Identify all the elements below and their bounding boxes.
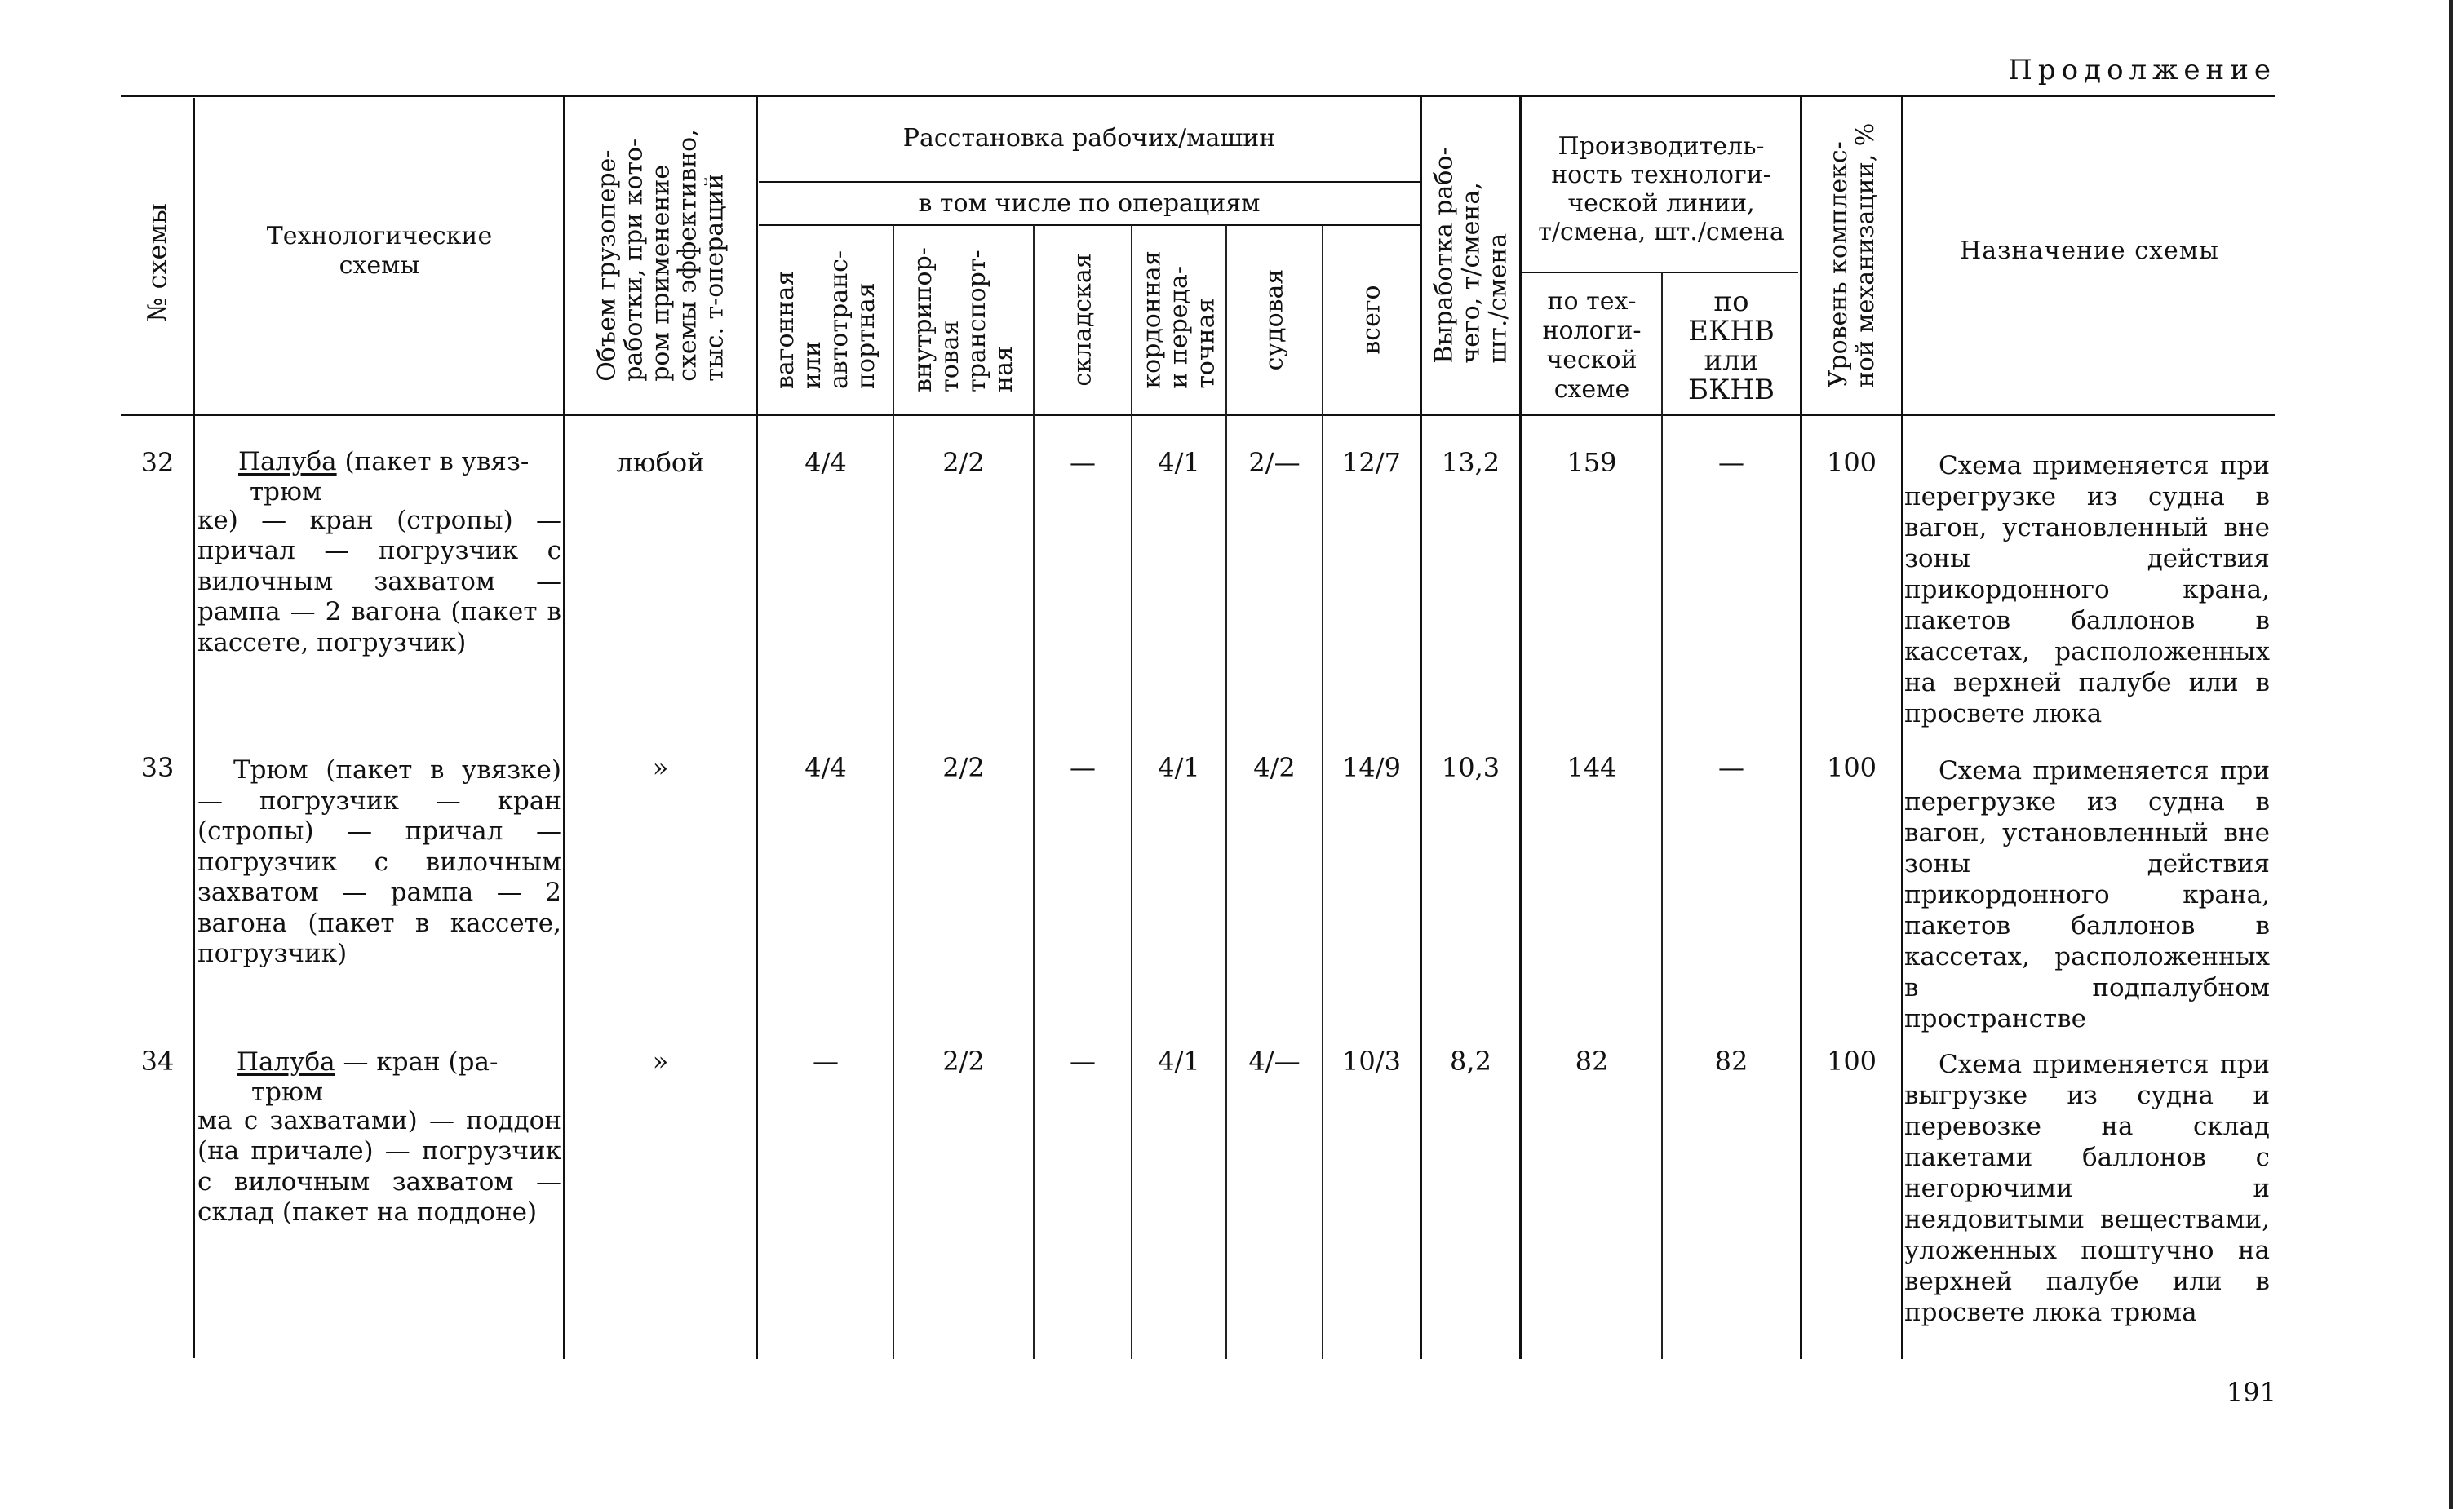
header-productivity: Производитель- ность технологи- ческой линии, т/смена, шт./смена [1538, 132, 1784, 246]
row-34-internal: 2/2 [942, 1046, 985, 1077]
header-ship: судовая [1260, 268, 1289, 370]
row-34-output: 8,2 [1450, 1046, 1491, 1077]
row-32-total: 12/7 [1342, 447, 1401, 478]
row-34-volume: » [652, 1046, 669, 1077]
header-prod-tech: по тех- нологи- ческой схеме [1542, 287, 1642, 404]
row-34-mech: 100 [1826, 1046, 1877, 1077]
row-34-warehouse: — [1070, 1046, 1096, 1077]
col-rule-1 [193, 98, 195, 1358]
row-34-prod-tech: 82 [1575, 1046, 1609, 1077]
row-33-volume: » [652, 752, 669, 783]
row-33-ship: 4/2 [1253, 752, 1296, 783]
row-32-internal: 2/2 [942, 447, 985, 478]
row-33-prod-ekhnv: — [1718, 752, 1744, 783]
row-33-total: 14/9 [1342, 752, 1401, 783]
header-total: всего [1357, 284, 1386, 355]
header-prod-ekhnv: по ЕКНВ или БКНВ [1688, 285, 1775, 406]
row-33-num: 33 [140, 752, 175, 783]
row-32-prod-ekhnv: — [1718, 447, 1744, 478]
header-schemes: Технологические схемы [266, 222, 493, 280]
row-33-wagon: 4/4 [804, 752, 847, 783]
header-purpose: Назначение схемы [1960, 237, 2219, 265]
row-32-num: 32 [140, 447, 175, 478]
row-32-ship: 2/— [1248, 447, 1301, 478]
header-internal: внутрипор- товая транспорт- ная [909, 246, 1018, 392]
row-33-warehouse: — [1070, 752, 1096, 783]
row-34-ship: 4/— [1248, 1046, 1301, 1077]
col-rule-13 [1901, 95, 1903, 1359]
row-32-output: 13,2 [1441, 447, 1500, 478]
row-33-cordon: 4/1 [1158, 752, 1200, 783]
row-33-scheme: Трюм (пакет в увязке) — погрузчик — кран (стропы) — причал — погрузчик с вилочным захватом — рампа — 2 вагона (пакет в кассете, погрузчик) [197, 755, 561, 968]
row-33-purpose: Схема применяется при перегрузке из судна в вагон, установленный вне зоны действия прикордонного крана, пакетов баллонов в кассетах, расположенных в подпалубном пространстве [1904, 756, 2270, 1033]
row-32-warehouse: — [1070, 447, 1096, 478]
page-number: 191 [2226, 1377, 2276, 1408]
header-placement: Расстановка рабочих/машин [902, 124, 1276, 153]
table-top-rule [121, 95, 2275, 97]
row-34-purpose: Схема применяется при выгрузке из судна и перевозке на склад пакетами баллонов с негорючими и неядовитыми веществами, уложенных поштучно на верхней палубе или в просвете люка трюма [1904, 1050, 2270, 1327]
header-volume: Объем грузопере- работки, при кото- ром применение схемы эффективно, тыс. т-операций [592, 128, 729, 382]
row-34-scheme-sub: трюм [251, 1077, 324, 1107]
row-32-scheme-rest: ке) — кран (стропы) — причал — погрузчик с вилочным захватом — рампа — 2 вагона (пакет в кассете, погрузчик) [197, 505, 561, 657]
row-32-scheme-lead: Палуба [238, 447, 337, 476]
row-34-total: 10/3 [1342, 1046, 1401, 1077]
header-bottom-rule [121, 414, 2275, 416]
row-34-prod-ekhnv: 82 [1714, 1046, 1748, 1077]
row-33-mech: 100 [1826, 752, 1877, 783]
header-mech-level: Уровень комплекс- ной механизации, % [1824, 122, 1880, 387]
row-34-scheme: Палуба — кран (ра- трюм ма с захватами) — поддон (на причале) — погрузчик с вилочным захватом — склад (пакет на поддоне) [197, 1047, 561, 1227]
row-33-output: 10,3 [1441, 752, 1500, 783]
row-32-volume: любой [616, 447, 705, 478]
col-rule-10 [1519, 95, 1522, 1359]
row-32-scheme-sub: трюм [250, 476, 322, 507]
header-ops: в том числе по операциям [918, 189, 1261, 218]
col-rule-11 [1661, 272, 1663, 1359]
row-32-mech: 100 [1826, 447, 1877, 478]
row-32-prod-tech: 159 [1567, 447, 1617, 478]
header-output: Выработка рабо- чего, т/смена, шт./смена [1429, 146, 1512, 364]
ops-rule [759, 224, 1420, 226]
row-34-scheme-lead: Палуба [237, 1047, 335, 1077]
row-34-cordon: 4/1 [1158, 1046, 1200, 1077]
header-num: № схемы [141, 203, 173, 322]
row-32-purpose: Схема применяется при перегрузке из судна в вагон, установленный вне зоны действия прикордонного крана, пакетов баллонов в кассетах, расположенных на верхней палубе или в просвете люка [1904, 451, 2270, 728]
row-32-wagon: 4/4 [804, 447, 847, 478]
row-34-scheme-rest: ма с захватами) — поддон (на причале) — погрузчик с вилочным захватом — склад (пакет на поддоне) [197, 1105, 561, 1227]
scan-edge-shadow [2449, 0, 2453, 1509]
continuation-label: Продолжение [2008, 54, 2276, 86]
row-33-prod-tech: 144 [1567, 752, 1617, 783]
header-cordon: кордонная и переда- точная [1137, 250, 1221, 389]
header-warehouse: складская [1068, 252, 1097, 387]
placement-rule [759, 181, 1420, 183]
row-34-wagon: — [813, 1046, 839, 1077]
productivity-rule [1522, 272, 1798, 273]
header-wagon: вагонная или автотранс- портная [771, 250, 880, 389]
row-34-num: 34 [140, 1046, 175, 1077]
row-32-scheme: Палуба (пакет в увяз- трюм ке) — кран (стропы) — причал — погрузчик с вилочным захватом — рампа — 2 вагона (пакет в кассете, погрузчик) [197, 447, 561, 657]
col-rule-3 [756, 95, 758, 1359]
row-33-internal: 2/2 [942, 752, 985, 783]
row-32-cordon: 4/1 [1158, 447, 1200, 478]
